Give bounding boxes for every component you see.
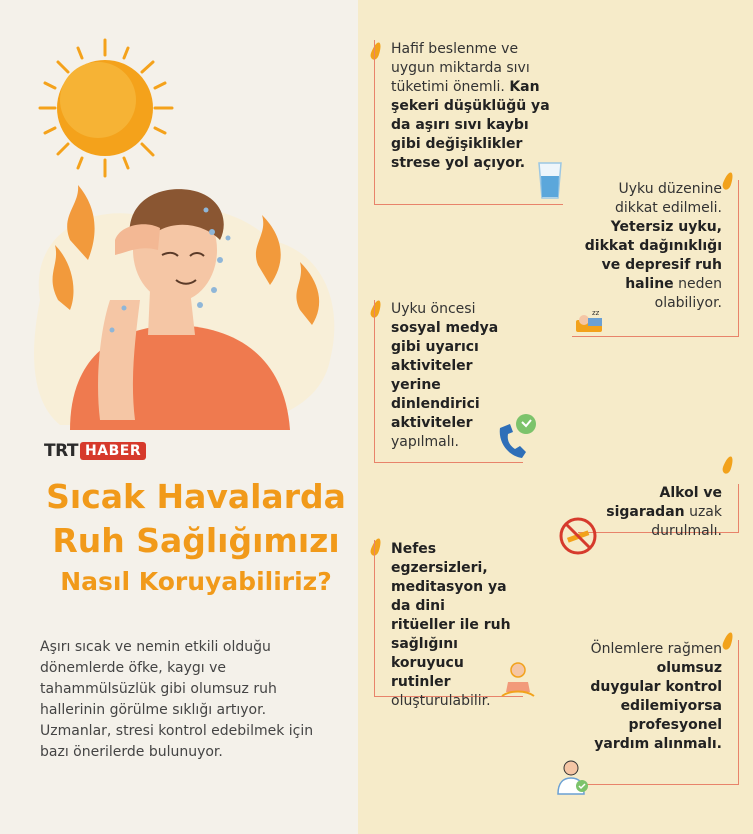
tip-professional-help — [572, 640, 739, 785]
intro-text: Aşırı sıcak ve nemin etkili olduğu dönemlerde öfke, kaygı ve tahammülsüzlük gibi olumsuz ruh hallerinin görülme sıklığı artıyor. Uzmanlar, stresi kontrol edebilmek için bazı önerilerde bulunuyor. — [40, 639, 314, 760]
tip-text: uzak durulmalı. — [651, 504, 722, 539]
tip-hydration — [374, 40, 563, 205]
hot-weather-illustration — [0, 0, 358, 440]
page-title — [36, 475, 356, 601]
title-line-2: Ruh Sağlığımızı — [52, 521, 340, 560]
tip-alcohol — [578, 484, 739, 539]
tip-bold-text: Alkol ve sigaradan — [606, 485, 722, 520]
left-panel — [0, 0, 358, 834]
tip-text: Önlemlere rağmen — [590, 641, 722, 657]
logo-haber: HABER — [80, 442, 146, 460]
water-glass-icon — [536, 160, 564, 200]
tip-text: Hafif beslenme ve uygun miktarda sıvı tüketimi önemli. — [391, 41, 530, 95]
tip-bold-text: Yetersiz uyku, dikkat dağınıklığı ve depresif ruh haline — [584, 219, 722, 292]
tip-text-end: neden olabiliyor. — [654, 276, 722, 311]
tip-text: Uyku düzenine dikkat edilmeli. — [614, 181, 722, 216]
title-line-1: Sıcak Havalarda — [46, 477, 346, 516]
tip-bold-text: olumsuz duygular kontrol edilemiyorsa profesyonel yardım alınmalı. — [590, 660, 722, 752]
no-smoking-icon — [558, 516, 598, 556]
tip-bold-text: sosyal medya gibi uyarıcı aktiviteler yerine dinlendirici aktiviteler — [391, 320, 499, 431]
sleeping-icon — [574, 306, 604, 336]
tip-text-end: yapılmalı. — [391, 434, 459, 450]
tip-text: Uyku öncesi — [391, 301, 476, 317]
tip-bold-text: Nefes egzersizleri, meditasyon ya da dini ritüeller ile ruh sağlığını koruyucu rutinler — [391, 541, 511, 690]
title-line-3: Nasıl Koruyabiliriz? — [60, 567, 332, 596]
leaf-icon — [721, 455, 735, 475]
tip-text: oluşturulabilir. — [391, 693, 491, 709]
meditation-icon — [500, 660, 536, 700]
doctor-icon — [556, 758, 590, 796]
trt-haber-logo — [44, 441, 146, 461]
tips-panel — [358, 0, 753, 834]
phone-icon — [496, 412, 538, 462]
logo-trt: TRT — [44, 441, 79, 461]
svg-text:zz: zz — [592, 309, 600, 317]
tip-bold-text: Kan şekeri düşüklüğü ya da aşırı sıvı kaybı gibi değişiklikler strese yol açıyor. — [391, 79, 550, 171]
